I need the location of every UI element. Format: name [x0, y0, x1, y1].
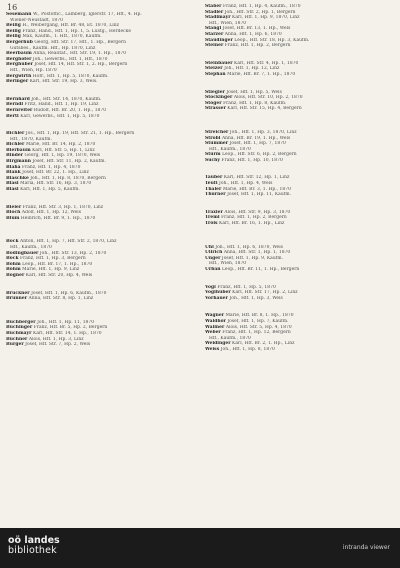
entry-name: Stangl	[205, 26, 222, 32]
entry-name: Thaler	[205, 186, 222, 192]
entry-details: Joh., Gewerbs., Hff. 1, Hff., 1870	[32, 56, 108, 62]
entry-details: Joh., Hff. 1, Hp. 4, Wels	[219, 181, 273, 187]
entry-details: Karl, Hff. Str. 14, 1. Hp., 1870	[32, 330, 102, 336]
logo-line1: oö landes	[8, 535, 60, 546]
entry-details: Alois, Hff. Str. 5, Hp. 4, 1870	[225, 324, 292, 330]
entry-name: Teufl	[205, 181, 218, 187]
entry-details: Karl, Hff. Str. 20, Hp. 4, Wels	[25, 272, 93, 278]
entry-details: Wiener-Neustadt, 1870	[10, 17, 63, 23]
entry-details: Josef, Hff. Br. 13, 1. Hp., Wels	[222, 26, 291, 32]
entry-details: Max, Kaufm., 1. Hff., 1870, Kaufm.	[22, 34, 102, 40]
entry-name: Buchmayr	[6, 330, 32, 336]
entry-name: Stadlmayr	[205, 15, 231, 21]
entry-details: Leop., Hff. Br. 17, 1. Hp., 1870	[22, 261, 93, 267]
entry-name: Blaha	[6, 164, 21, 170]
entry-details: Karl, Hff. 1, Hp. 9, 1870, Linz	[232, 15, 300, 21]
entry-details: H., Weibergang, Hff. Br. 48, Et. 1870, Linz	[22, 23, 119, 29]
entry-name: Staber	[205, 4, 222, 9]
entry-name: Blank	[6, 170, 21, 176]
entry-name: Bleier	[6, 204, 22, 210]
entry-gap	[205, 227, 393, 245]
entry-name: Berghuber	[6, 62, 33, 68]
entry-details: Karl, Hff. Br. 16, 1. Hp., Linz	[219, 221, 285, 227]
entry-details: Josef, Hff. Str. 11, Hp. 2, Kaufm.	[32, 159, 106, 165]
entry-details: Anna, Hff. 1, Hp. 6, 1870	[224, 31, 282, 37]
entry-gap	[205, 273, 393, 285]
entry-name: Beilig	[6, 34, 21, 40]
entry-name: Uhl	[205, 244, 214, 250]
entry-details: Franz, Hff. 1, Hp. 8, Kaufm.	[223, 100, 287, 106]
entry-name: Blum	[6, 215, 20, 221]
entry-details: Joh., Hff. 1, Hp. 6, 1870, Wels	[215, 244, 283, 250]
entry-name: Suchy	[205, 157, 221, 163]
entry-details: Karl, Hff. Br. 2, 1. Hp., Linz	[232, 341, 295, 347]
entry-details: Josef, Hff. 1, Hp. 6, Kaufm., 1870	[31, 290, 107, 296]
entry-details: Marie, Hff. Br. 14, Hp. 2, 1870	[25, 142, 96, 148]
entry-name: Voglhuber	[205, 290, 231, 296]
entry-name: Berndl	[6, 102, 24, 108]
entry-name: Starzer	[205, 31, 224, 37]
entry-details: Hff., Wien, 1870	[209, 20, 247, 26]
entry-details: Marie, Hff. Br. 3, 1. Hp., 1870	[222, 186, 291, 192]
logo-line2: bibliothek	[8, 545, 57, 556]
logo-text	[8, 536, 60, 556]
entry-name: Thurner	[205, 192, 226, 198]
page-number: 16	[7, 3, 18, 12]
entry-name: Stöger	[205, 100, 222, 106]
entry-details: Marie, Hff. Br. 8, 1. Hp., 1870	[225, 313, 294, 319]
entry-name: Burger	[6, 342, 24, 348]
entry-details: Heinrich, Hff. Br. 9, 1. Hp., 1870	[20, 215, 96, 221]
entry-name: Buchner	[6, 336, 28, 342]
entry-details: Joh., Hff. Str. 13, Hp. 2, 1870	[39, 250, 107, 256]
entry-details: Anton, Hff. 1, Hp. 7, Hff. Str. 2, 1870, Linz	[20, 239, 117, 245]
entry-details: Josef, Hff. 1, Hp. 11, Kaufm.	[227, 192, 292, 198]
entry-name: Sesemann	[6, 12, 32, 17]
entry-details: Franz, Hff. 1, Hp. 10, 1870	[221, 157, 283, 163]
entry-name: Beilig	[6, 23, 21, 29]
entry-gap	[205, 49, 393, 61]
entry-details: Hff., Wien, 1870	[209, 261, 247, 267]
entry-name: Treml	[205, 215, 220, 221]
entry-details: Georg, Hff. 1, Hp. 19, 1870, Wels	[24, 153, 101, 159]
entry-details: W., Postoffic., Lamberg, Iglerstr. 17, Hff., 4. Hp.	[32, 12, 142, 17]
entry-name: Stiegler	[205, 89, 225, 95]
entry-name: Bierbaum	[6, 147, 31, 153]
entry-details: Hff., Wien, Hp. 1870	[10, 67, 57, 73]
entry-details: Hff., Kaufm., 1870	[209, 146, 251, 152]
entry-name: Sturm	[205, 152, 221, 158]
entry-details: Hff., Kaufm., 1870	[10, 245, 52, 250]
entry-details: Karl, Hff. Str. 12, Hp. 1, Linz	[223, 175, 290, 181]
entry-details: Joh., Hff. 1, Hp. 3, Wels	[229, 295, 283, 301]
entry-details: Franz, Hff. 1, Hp. 2, Bergern	[224, 43, 291, 49]
entry-name: Binder	[6, 153, 24, 159]
entry-name: Bernreiter	[6, 107, 33, 113]
entry-details: Georg, Hff. Str. 17, Hff., 1. Hp., Bergern	[34, 39, 126, 45]
entry-name: Strasser	[205, 106, 226, 112]
entry-details: Alois, Hff. Str. 10, Hp. 2, 1870	[233, 95, 303, 101]
entry-gap	[6, 302, 194, 320]
entry-details: Franz, Hff. 1, Hp. 4, Kaufm., 1870	[222, 4, 301, 9]
entry-details: Franz, Hff. 1, Hp. 5, 1870	[217, 284, 276, 290]
entry-name: Blaschke	[6, 175, 29, 181]
entry-name: Traxler	[205, 209, 223, 215]
entry-name: Bock	[6, 239, 19, 245]
entry-details: Leop., Hff. Br. 11, 1. Hp., Bergern	[221, 267, 300, 272]
entry-name: Beringer	[6, 79, 29, 85]
entry-gap	[6, 279, 194, 291]
entry-name: Vogl	[205, 284, 216, 290]
entry-gap	[6, 119, 194, 131]
entry-gap	[205, 163, 393, 175]
entry-details: Karl, Hff. Str. 4, Hp. 1, 1870	[234, 60, 299, 66]
entry-name: Bodingbauer	[6, 250, 39, 256]
library-logo[interactable]	[8, 536, 60, 556]
entry-details: Josef, Hff. 1, Hp. 7, 1870	[229, 141, 286, 147]
entry-details: Anna, Hff. Str. 8, Hp. 1, Linz	[28, 296, 94, 302]
entry-details: Joh., Hff. 1, Hp. 11, 1870	[37, 319, 95, 325]
entry-name: Blasl	[6, 187, 19, 193]
entry-details: Alois, Hff. Str. 9, Hp. 3, 1870	[224, 209, 291, 215]
entry-details: Franz, Hff. 1, Hp. 4, 1870	[21, 164, 81, 170]
entry-name: Weidinger	[205, 341, 231, 347]
entry-name: Waldhör	[205, 318, 226, 324]
entry-details: Jos., Hff. 1, Hp. 19, Hff. Str. 21, 1. Hp., Bergern	[25, 131, 135, 137]
entry-name: Böhm	[6, 261, 21, 267]
entry-name: Bergwirth	[6, 73, 32, 79]
entry-name: Wallner	[205, 324, 225, 330]
entry-name: Stummer	[205, 141, 229, 147]
entry-gap	[205, 78, 393, 90]
entry-name: Berghofer	[6, 56, 32, 62]
entry-name: Böhm	[6, 267, 21, 273]
directory-entry	[6, 342, 194, 348]
entry-name: Tröls	[205, 221, 218, 227]
entry-name: Beilig	[6, 28, 21, 34]
entry-name: Strobl	[205, 135, 221, 141]
entry-name: Böck	[6, 256, 19, 262]
entry-details: Fritz, Hand., Hff. 1, Hp. 19, Linz	[24, 102, 99, 108]
entry-details: Josef, Hff. 14, Hff. Str. 1, 2. Hp., Bergern	[34, 62, 128, 68]
entry-name: Tauber	[205, 175, 223, 181]
entry-name: Weber	[205, 330, 221, 336]
entry-details: Franz, Hff. 1, Hp. 3, Bergern	[20, 256, 86, 262]
entry-name: Vorhauer	[205, 295, 228, 301]
entry-gap	[205, 112, 393, 130]
entry-details: Adolf, Hff. 1, Hp. 12, Wels	[21, 210, 82, 216]
entry-gap	[205, 198, 393, 210]
entry-name: Staudinger	[205, 37, 233, 43]
right-column	[205, 4, 393, 353]
entry-name: Steiner	[205, 43, 224, 49]
viewer-footer	[0, 528, 400, 568]
entry-details: Franz, Hff. Str. 3, Hp. 1, 1870, Linz	[22, 204, 104, 210]
entry-name: Bergerhub	[6, 39, 33, 45]
entry-details: Franz, Hff. Br. 5, Hp. 2, Bergern	[33, 325, 108, 331]
entry-details: Josef, Hff. 1, Hp. 9, Kaufm.	[221, 255, 284, 261]
entry-name: Bloch	[6, 210, 21, 216]
entry-details: Leop., Hff. Str. 6, Hp. 2, Bergern	[222, 152, 297, 158]
entry-details: Joh., Hff. 1, Hp. 8, 1870, Bergern	[30, 175, 106, 181]
entry-details: Franz, Hff. 1, Hp. 2, Bergern	[221, 215, 287, 221]
entry-gap	[6, 221, 194, 239]
entry-details: Karl, Gewerbs., Hff. 1, Hp. 5, 1870	[20, 113, 100, 119]
entry-details: Josef, Hff. 1, Hp. 5, Wels	[226, 89, 282, 95]
entry-name: Stephan	[205, 71, 226, 77]
entry-details: Josef, Hff. Br. 22, 1. Hp., Linz	[22, 170, 89, 176]
entry-details: Hff., 1870, Kaufm.	[10, 136, 52, 142]
entry-name: Blasl	[6, 181, 19, 187]
entry-details: Franz, Hff. 1, Hp. 12, Bergern	[222, 330, 291, 336]
entry-name: Buchinger	[6, 325, 33, 331]
entry-details: Josef, Hff. 1, Hp. 7, Kaufm.	[227, 318, 289, 324]
left-column	[6, 12, 194, 348]
entry-name: Unger	[205, 255, 221, 261]
entry-name: Bruckner	[6, 290, 30, 296]
entry-details: Joh., Hff. 1, Hp. 8, 1870	[220, 346, 275, 352]
entry-details: Hff., Kaufm., 1870	[209, 335, 251, 341]
entry-details: Karl, Hff. Str. 17, Hp. 2, Linz	[232, 290, 298, 296]
entry-details: Marie, Hff. 1, Hp. 9, Linz	[22, 267, 80, 273]
entry-details: Gutsbes., Kaufm. Hff., Hp. 1870, Linz	[10, 45, 96, 51]
entry-name: Bogner	[6, 272, 25, 278]
entry-details: Joh., Hff. 1, Hp. 3, 1870, Linz	[229, 129, 297, 135]
entry-name: Beerbaum	[6, 51, 32, 57]
entry-gap	[205, 301, 393, 313]
entry-details: Anna, Hff. Br. 19, 1. Hp., Wels	[221, 135, 291, 141]
entry-name: Birgmann	[6, 159, 32, 165]
entry-details: Rudolf, Hff. Br. 20, 1. Hp., 1870	[33, 107, 107, 113]
entry-name: Stockinger	[205, 95, 233, 101]
entry-gap	[6, 85, 194, 97]
entry-details: Karl, Hff. Str. 19, Hp. 3, Wels.	[29, 79, 98, 85]
directory-entry	[205, 347, 393, 353]
entry-details: Anna, Realität., Hff. Str. 19, 1. Hp., 1870	[33, 51, 127, 57]
entry-name: Wagner	[205, 313, 225, 319]
entry-name: Urban	[205, 267, 221, 272]
entry-details: Franz, Hand., Hff. 1, Hp. 1, 5. Lustg., Herdecke	[22, 28, 132, 34]
entry-details: Leop., Hff. Str. 18, Hp. 3, Kaufm.	[234, 37, 310, 43]
entry-name: Ullrich	[205, 250, 223, 256]
entry-name: Brunner	[6, 296, 28, 302]
entry-name: Streicher	[205, 129, 229, 135]
entry-details: Joh., Hff. Str. 14, 1870, Kaufm.	[31, 96, 102, 102]
entry-name: Weiss	[205, 346, 220, 352]
entry-details: Joh., Hff. 1, Hp. 12, Linz	[224, 66, 280, 72]
entry-details: Alois, Hff. 1, Hp. 3, Linz	[28, 336, 84, 342]
entry-gap	[6, 193, 194, 205]
entry-details: Karl, Hff. Str. 5, Hp. 1, Linz	[32, 147, 95, 153]
entry-name: Buchberger	[6, 319, 36, 325]
entry-details: Marie, Hff. Br. 7, 1. Hp., 1870	[227, 71, 296, 77]
entry-name: Steinbauer	[205, 60, 233, 66]
entry-name: Bernhard	[6, 96, 30, 102]
entry-details: Karl, Hff. Str. 15, Hp. 4, Bergern	[227, 106, 302, 112]
entry-details: Joh., Hff. Str. 2, Hp. 1, Bergern	[224, 9, 296, 15]
entry-details: Hofr., Hff. 1, Hp. 5, 1870, Kaufm.	[32, 73, 109, 79]
entry-name: Stadler	[205, 9, 224, 15]
viewer-label: intranda viewer	[342, 544, 390, 551]
entry-details: Karl, Hff. 1, Hp. 5, Kaufm.	[20, 187, 80, 193]
entry-name: Stelzer	[205, 66, 223, 72]
entry-name: Bertl	[6, 113, 19, 119]
entry-details: Josef, Hff. Str. 7, Hp. 2, Wels	[25, 342, 91, 348]
entry-name: Bichler	[6, 131, 25, 137]
entry-details: Maria, Hff. Str. 16, Hp. 3, 1870	[20, 181, 92, 187]
entry-name: Bichler	[6, 142, 25, 148]
entry-details: Anna, Hff. Str. 1, Hp. 1, 1870	[223, 250, 291, 256]
